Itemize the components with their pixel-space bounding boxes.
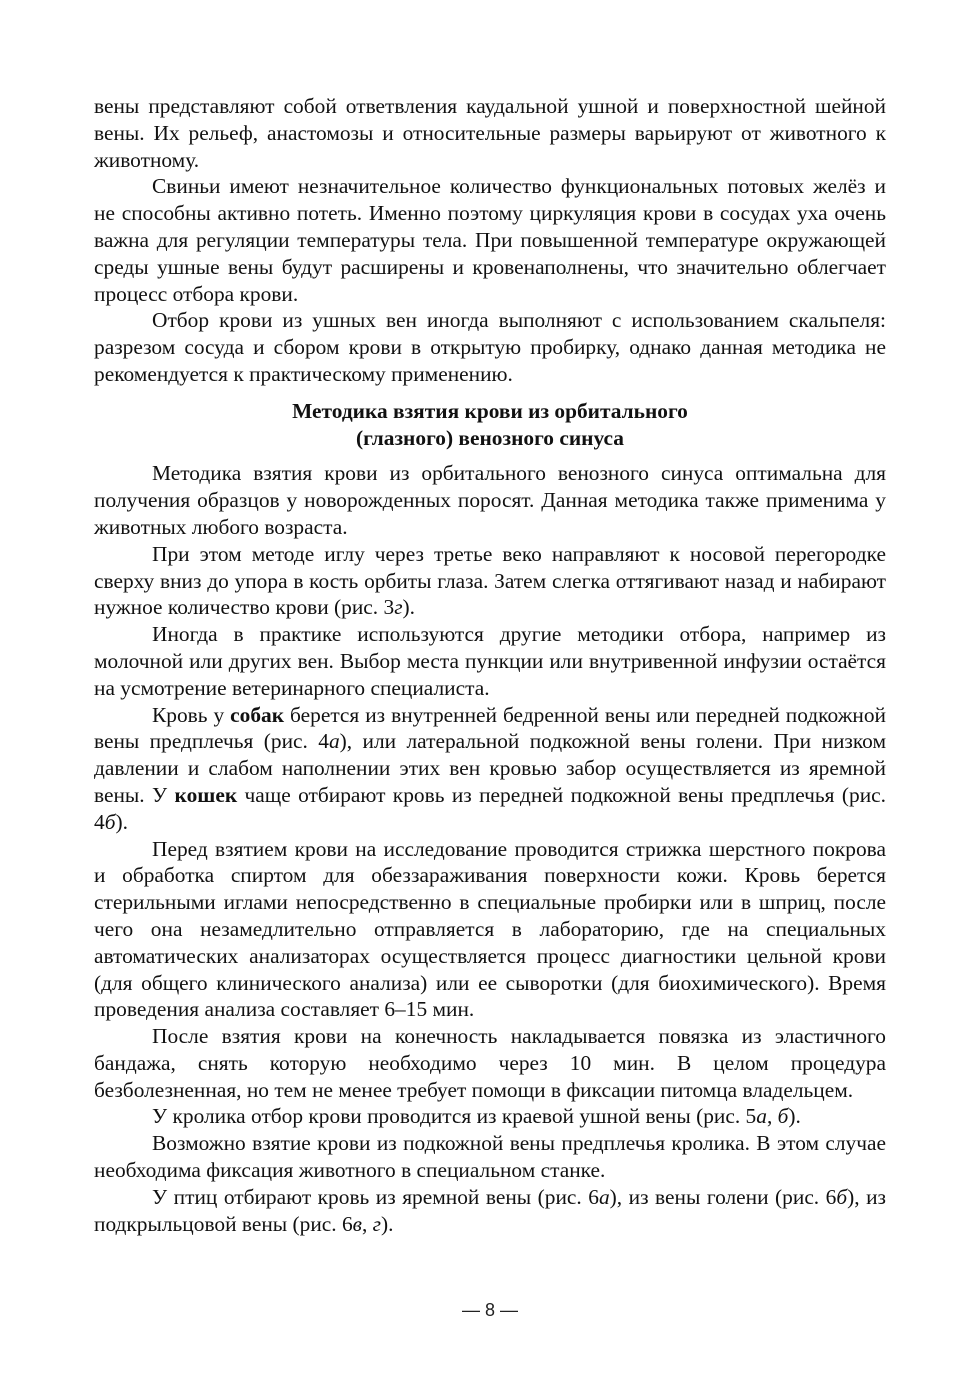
paragraph-preparation: Перед взятием крови на исследование проводится стрижка шерстного покрова и обработка спиртом для обеззараживания поверхности кожи. Кровь берется стерильными иглами непосредственно в специальные пробирки или в шприц, после чего она незамедлительно отправляется в лабораторию, где на специальных автоматических анализаторах осуществляется процесс диагностики цельной крови (для общего клинического анализа) или ее сыворотки (для биохимического). Время проведения анализа составляет 6–15 мин. (94, 836, 886, 1022)
figure-ref: а (598, 1184, 610, 1209)
paragraph-dogs-cats (94, 702, 886, 836)
text-run: Кровь у (152, 702, 231, 727)
figure-ref: б (777, 1104, 789, 1129)
paragraph-bandage: После взятия крови на конечность накладывается повязка из эластичного бандажа, снять которую необходимо через 10 мин. В целом процедура безболезненная, но тем не менее требует помощи в фиксации питомца владельцем. (94, 1024, 886, 1102)
paragraph-rabbit-forearm: Возможно взятие крови из подкожной вены предплечья кролика. В этом случае необходима фиксация животного в специальном станке. (94, 1131, 886, 1183)
figure-ref: г (372, 1211, 382, 1236)
text-run: ), или латеральной подкожной вены голени. При низком давлении и слабом наполнении этих вен кровью забор осуществляется из яремной вены. У (94, 729, 886, 807)
paragraph-continued: вены представляют собой ответвления каудальной ушной и поверхностной шейной вены. Их рельеф, анастомозы и относительные размеры варьируют от животного к животному. (94, 94, 886, 172)
figure-ref: а (756, 1104, 767, 1129)
figure-ref: б (104, 809, 116, 834)
text-run: У кролика отбор крови проводится из краевой ушной вены (рис. 5 (152, 1104, 757, 1129)
text-run: , (361, 1211, 373, 1236)
body-text (94, 93, 886, 1237)
text-run: берется из внутренней бедренной вены или передней подкожной вены предплечья (рис. 4 (94, 702, 886, 754)
paragraph-needle-technique (94, 541, 886, 621)
paragraph-orbital-method: Методика взятия крови из орбитального венозного синуса оптимальна для получения образцов у новорожденных поросят. Данная методика также применима у животных любого возраста. (94, 461, 886, 539)
paragraph-other-methods: Иногда в практике используются другие методики отбора, например из молочной или других вен. Выбор места пункции или внутривенной инфузии остаётся на усмотрение ветеринарного специалиста. (94, 622, 886, 700)
paragraph-rabbit-ear (94, 1103, 886, 1130)
text-run: ), из подкрыльцовой вены (рис. 6 (94, 1184, 886, 1236)
text-run: При этом методе иглу через третье веко направляют к носовой перегородке сверху вниз до упора в кость орбиты глаза. Затем слегка оттягивают назад и набирают нужное количество крови (рис. 3 (94, 541, 886, 620)
paragraph-scalpel: Отбор крови из ушных вен иногда выполняют с использованием скальпеля: разрезом сосуда и сбором крови в открытую пробирку, однако данная методика не рекомендуется к практическому применению. (94, 308, 886, 386)
figure-ref: в (352, 1211, 362, 1236)
bold-term-dogs: собак (230, 702, 285, 727)
text-run: ), из вены голени (рис. 6 (609, 1184, 837, 1209)
page-number: — 8 — (461, 1300, 518, 1320)
section-heading-line-1: Методика взятия крови из орбитального (292, 398, 688, 423)
section-heading-line-2: (глазного) венозного синуса (356, 425, 624, 450)
section-heading (94, 398, 886, 452)
text-run: , (766, 1104, 778, 1129)
paragraph-pigs-sweat: Свиньи имеют незначительное количество функциональных потовых желёз и не способны активно потеть. Именно поэтому циркуляция крови в сосудах уха очень важна для регуляции температуры тела. При повышенной температуре окружающей среды ушные вены будут расширены и кровенаполнены, что значительно облегчает процесс отбора крови. (94, 174, 886, 306)
bold-term-cats: кошек (174, 782, 238, 807)
text-run: ). (402, 595, 416, 620)
text-run: чаще отбирают кровь из передней подкожной вены предплечья (рис. 4 (94, 782, 886, 834)
text-run: ). (788, 1104, 801, 1129)
text-run: ). (381, 1211, 394, 1236)
figure-ref: а (328, 729, 340, 754)
text-run: ). (115, 809, 128, 834)
paragraph-birds (94, 1184, 886, 1238)
text-run: У птиц отбирают кровь из яремной вены (рис. 6 (152, 1184, 599, 1209)
figure-ref: г (394, 595, 403, 620)
figure-ref: б (836, 1184, 848, 1209)
